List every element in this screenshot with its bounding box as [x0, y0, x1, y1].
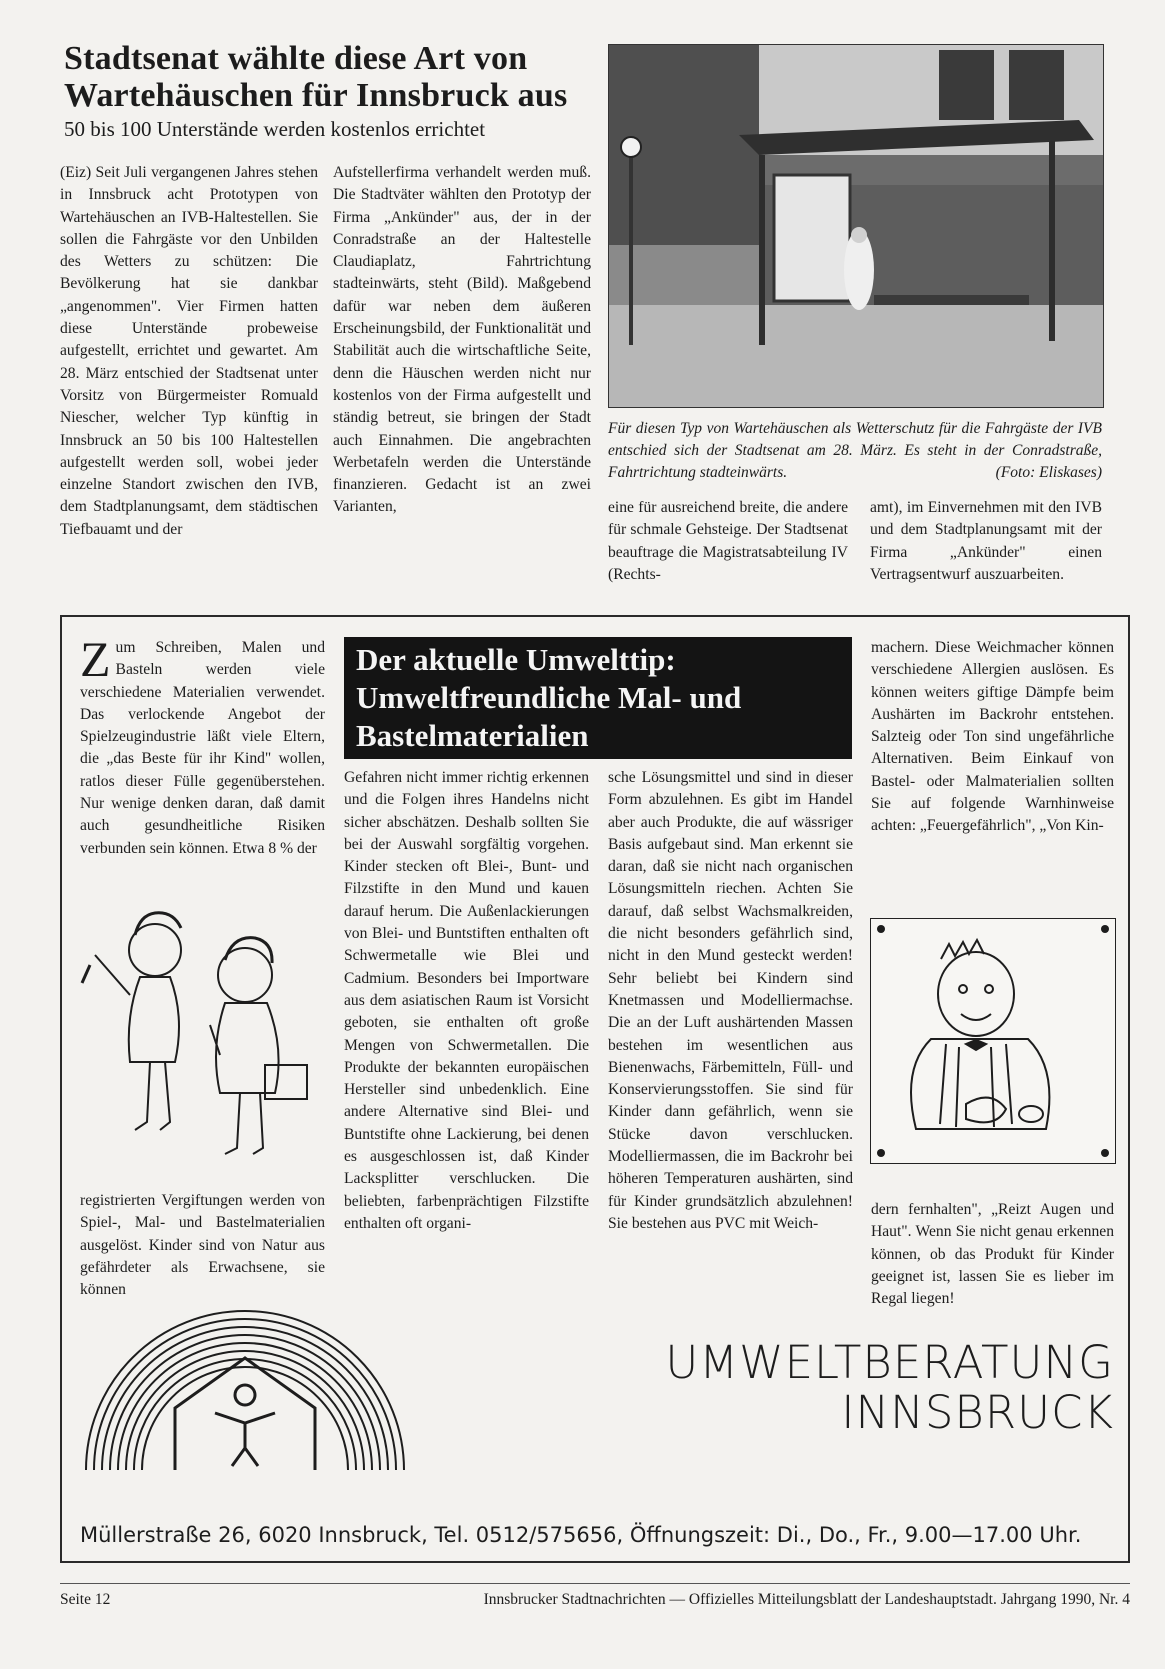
photo-credit: (Foto: Eliskases) [995, 464, 1102, 481]
bus-shelter-photo [608, 44, 1104, 408]
umwelttip-column-2 [344, 767, 589, 1235]
umwelttip-col2-text: Gefahren nicht immer richtig erkennen und die Folgen ihres Handelns nicht sicher abschätzen. Deshalb sollten Sie bei der Auswahl sorgfältig vorgehen. Kinder stecken oft Blei-, Bunt- und Filzstifte in den Mund und kauen darauf herum. Die Außenlackierungen von Blei- und Buntstiften enthalten oft Schwermetalle wie Blei und Cadmium. Besonders bei Importware aus dem asiatischen Raum ist Vorsicht geboten, sie enthalten oft große Mengen von Schwermetallen. Die Produkte der bekannten europäischen Hersteller sind unbedenklich. Eine andere Alternative sind Blei- und Buntstifte ohne Lackierung, bei denen es ausgeschlossen ist, daß Kinder Lacksplitter verschlucken. Die beliebten, farbenprächtigen Filzstifte enthalten oft organi- [344, 769, 589, 1232]
umwelttip-col1-bottom-text: registrierten Vergiftungen werden von Spiel-, Mal- und Bastelmaterialien ausgelöst. Kinder sind von Natur aus gefährdeter als Erwachsene, sie können [80, 1192, 325, 1299]
article-column-2 [333, 162, 591, 519]
umwelttip-title-line1: Der aktuelle Umwelttip: [356, 642, 676, 677]
footer-rule [60, 1583, 1130, 1584]
contact-address: Müllerstraße 26, 6020 Innsbruck, Tel. 0512/575656, Öffnungszeit: Di., Do., Fr., 9.00—17.00 Uhr. [80, 1523, 1082, 1547]
article-column-4 [870, 497, 1102, 586]
umwelttip-title-line2: Umweltfreundliche Mal- und [356, 680, 742, 715]
umwelttip-col3-text: sche Lösungsmittel und sind in dieser Form abzulehnen. Es gibt im Handel aber auch Produkte, die auf wässriger Basis aufgebaut sind. Man erkennt sie daran, daß sie nicht nach organischen Lösungsmitteln riechen. Achten Sie darauf, daß selbst Wachsmalkreiden, die nicht besonders gefährlich sind, nicht in den Mund gesteckt werden! Sehr beliebt bei Kindern sind Knetmassen und Modelliermachse. Die an der Luft aushärtenden Massen bestehen im wesentlichen aus Bienenwachs, Färbemitteln, Füll- und Konservierungsstoffen. Sie sind für Kinder dann gefährlich, wenn sie Stücke davon verschlucken. Modelliermassen, die im Backrohr bei höheren Temperaturen aushärten, sind für Kinder grundsätzlich abzulehnen! Sie bestehen aus PVC mit Weich- [608, 769, 853, 1232]
article-headline-line1: Stadtsenat wählte diese Art von [64, 40, 528, 77]
umwelttip-column-1-top [80, 631, 325, 860]
umwelttip-title-banner [344, 637, 852, 759]
article-col4-text: amt), im Einvernehmen mit den IVB und dem Stadtplanungsamt mit der Firma „Ankünder" einen Vertragsentwurf auszuarbeiten. [870, 499, 1102, 583]
children-drawing-icon [80, 905, 325, 1180]
footer-publication: Innsbrucker Stadtnachrichten — Offizielles Mitteilungsblatt der Landeshauptstadt. Jahrgang 1990, Nr. 4 [483, 1591, 1130, 1608]
umwelttip-col4-top-text: machern. Diese Weichmacher können verschiedene Allergien auslösen. Es können weiters giftige Dämpfe beim Aushärten im Backrohr entstehen. Salzteig oder Ton sind ungefährliche Alternativen. Beim Einkauf von Bastel- oder Malmaterialien sollten Sie auf folgende Warnhinweise achten: „Feuergefährlich", „Von Kin- [871, 639, 1114, 835]
brand-line2: INNSBRUCK [841, 1386, 1114, 1439]
article-column-3 [608, 497, 848, 586]
article-col3-text: eine für ausreichend breite, die andere für schmale Gehsteige. Der Stadtsenat beauftrage die Magistratsabteilung IV (Rechts- [608, 499, 848, 583]
umwelttip-col1-top-text: um Schreiben, Malen und Basteln werden viele verschiedene Materialien verwendet. Das verlockende Angebot der Spielzeugindustrie läßt viele Eltern, die „das Beste für ihr Kind" wollen, ratlos dieser Fülle gegenüberstehen. Nur wenige denken daran, daß damit auch gesundheitliche Risiken verbunden sein können. Etwa 8 % der [80, 639, 325, 857]
article-headline-line2: Wartehäuschen für Innsbruck aus [64, 77, 568, 114]
article-col2-text: Aufstellerfirma verhandelt werden muß. Die Stadtväter wählten den Prototyp der Firma „Ankünder" aus, der in der Conradstraße an der Haltestelle Claudiaplatz, Fahrtrichtung stadteinwärts, steht (Bild). Maßgebend dafür war neben dem äußeren Erscheinungsbild, der Funktionalität und Stabilität auch die wirtschaftliche Seite, denn die Häuschen werden nicht nur kostenlos von der Firma aufgestellt und ständig betreut, sie bringen der Stadt auch Einnahmen. Die angebrachten Werbetafeln werden die Unterstände finanzieren. Gedacht ist an zwei Varianten, [333, 164, 591, 516]
footer-page-number: Seite 12 [60, 1591, 111, 1608]
umwelttip-column-3 [608, 767, 853, 1235]
umwelttip-column-4-bottom [871, 1199, 1114, 1310]
children-drawing-illustration [80, 905, 325, 1180]
brand-name [600, 1338, 1114, 1438]
cartoon-figure-icon [871, 919, 1115, 1163]
article-column-1 [60, 162, 318, 541]
photo-caption-text: Für diesen Typ von Wartehäuschen als Wetterschutz für die Fahrgäste der IVB entschied sich der Stadtsenat am 28. März. Es steht in der Conradstraße, Fahrtrichtung stadteinwärts. [608, 420, 1102, 481]
umwelttip-title-line3: Bastelmaterialien [356, 718, 589, 753]
article-subtitle: 50 bis 100 Unterstände werden kostenlos errichtet [64, 117, 486, 141]
umwelttip-column-1-bottom [80, 1190, 325, 1301]
cartoon-frame [870, 918, 1116, 1164]
drop-cap: Z [80, 631, 111, 687]
umweltberatung-logo [80, 1298, 410, 1470]
brand-line1: UMWELTBERATUNG [665, 1336, 1114, 1389]
umwelttip-column-4-top [871, 637, 1114, 838]
umwelttip-col4-bottom-text: dern fernhalten", „Reizt Augen und Haut". Wenn Sie nicht genau erkennen können, ob das Produkt für Kinder geeignet ist, lassen Sie es lieber im Regal liegen! [871, 1201, 1114, 1308]
article-header [64, 40, 594, 142]
rainbow-house-logo-icon [80, 1298, 410, 1470]
bus-shelter-illustration [609, 45, 1103, 407]
photo-caption [608, 418, 1102, 484]
article-col1-text: (Eiz) Seit Juli vergangenen Jahres stehen in Innsbruck acht Prototypen von Wartehäuschen an IVB-Haltestellen. Sie sollen die Fahrgäste vor den Unbilden des Wetters zu schützen: Die Bevölkerung hat sie dankbar „angenommen". Vier Firmen hatten diese Unterstände probeweise aufgestellt, errichtet und gewartet. Am 28. März entschied der Stadtsenat unter Vorsitz von Bürgermeister Romuald Niescher, welcher Typ künftig in Innsbruck an 50 bis 100 Haltestellen aufgestellt werden soll, wobei jeder einzelne Standort zwischen den IVB, dem Stadtplanungsamt, dem städtischen Tiefbauamt und der [60, 164, 318, 538]
